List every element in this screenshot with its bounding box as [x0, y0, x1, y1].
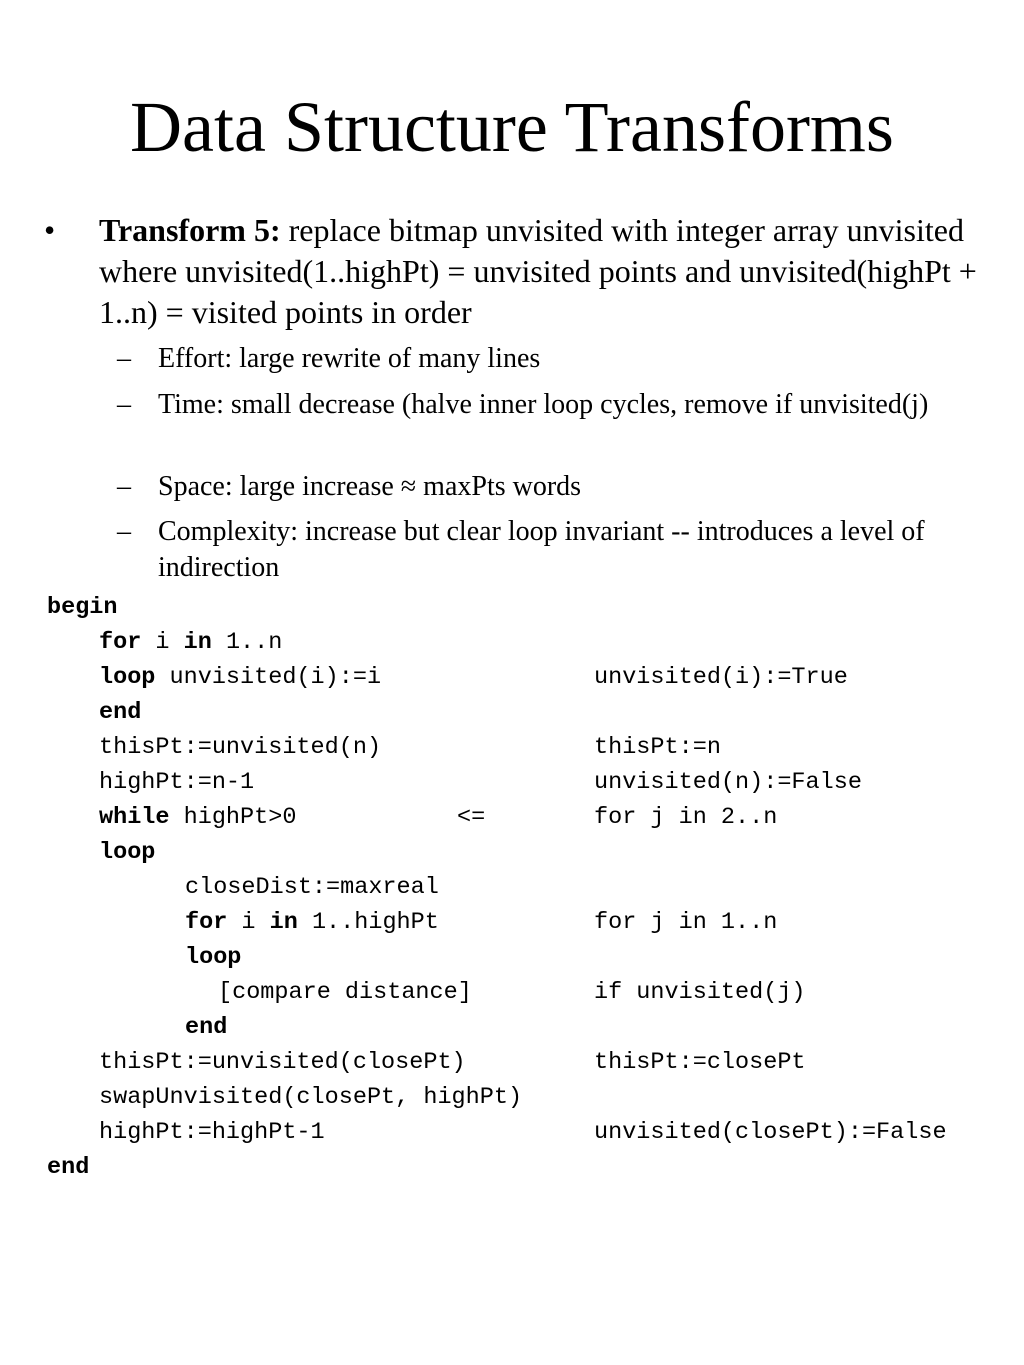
sub-item-text: Space: large increase ≈ maxPts words	[158, 471, 582, 502]
code-text: 1..n	[211, 629, 283, 656]
code-line-begin	[47, 593, 118, 623]
code-text: i	[227, 909, 270, 936]
code-line-final-end	[47, 1153, 89, 1183]
code-line-compare: [compare distance]	[218, 979, 472, 1006]
code-line-loop	[99, 838, 155, 868]
code-right-annotation: if unvisited(j)	[594, 979, 806, 1006]
slide-title: Data Structure Transforms	[130, 87, 894, 167]
keyword: while	[99, 804, 170, 831]
code-text: unvisited(i):=i	[155, 664, 382, 691]
keyword: in	[183, 629, 212, 656]
code-line-while	[99, 803, 296, 833]
code-line-loop-init	[99, 663, 381, 693]
keyword: in	[269, 909, 298, 936]
code-line-swap: swapUnvisited(closePt, highPt)	[99, 1084, 523, 1111]
code-text: highPt>0	[169, 804, 297, 831]
code-text: 1..highPt	[297, 909, 439, 936]
sub-dash: –	[117, 471, 131, 502]
sub-item-text: Effort: large rewrite of many lines	[158, 343, 541, 374]
bullet-label: Transform 5:	[99, 212, 281, 248]
code-line-thispt-close: thisPt:=unvisited(closePt)	[99, 1049, 466, 1076]
code-line-inner-end	[185, 1013, 227, 1043]
code-right-annotation: for j in 1..n	[594, 909, 778, 936]
keyword: loop	[185, 944, 242, 971]
keyword: loop	[99, 664, 156, 691]
code-right-annotation: unvisited(i):=True	[594, 664, 848, 691]
sub-dash: –	[117, 343, 131, 374]
code-arrow: <=	[457, 804, 486, 831]
bullet-marker: •	[44, 212, 56, 248]
keyword: end	[185, 1014, 228, 1041]
code-line-highpt: highPt:=n-1	[99, 769, 255, 796]
code-right-annotation: unvisited(n):=False	[594, 769, 862, 796]
code-right-annotation: thisPt:=closePt	[594, 1049, 806, 1076]
code-right-annotation: for j in 2..n	[594, 804, 778, 831]
bullet-text	[99, 210, 1014, 333]
code-line-end	[99, 698, 141, 728]
code-right-annotation: unvisited(closePt):=False	[594, 1119, 947, 1146]
keyword: for	[185, 909, 228, 936]
code-right-annotation: thisPt:=n	[594, 734, 721, 761]
sub-item-text: Time: small decrease (halve inner loop cycles, remove if unvisited(j)	[158, 389, 929, 420]
keyword: for	[99, 629, 142, 656]
code-text: i	[141, 629, 184, 656]
keyword: begin	[47, 594, 118, 621]
keyword: end	[47, 1154, 90, 1181]
code-line-closedist: closeDist:=maxreal	[185, 874, 439, 901]
code-line-inner-loop	[185, 943, 241, 973]
sub-dash: –	[117, 516, 131, 547]
bullet-body: replace bitmap unvisited with integer array unvisited where unvisited(1..highPt) = unvisited points and unvisited(highPt + 1..n) = visited points in order	[99, 212, 977, 330]
keyword: loop	[99, 839, 156, 866]
code-line-for	[99, 628, 282, 658]
sub-item-text: Complexity: increase but clear loop invariant -- introduces a level of indirection	[158, 516, 925, 583]
code-line-thispt: thisPt:=unvisited(n)	[99, 734, 382, 761]
code-line-decrement: highPt:=highPt-1	[99, 1119, 325, 1146]
sub-dash: –	[117, 389, 131, 420]
code-line-inner-for	[185, 908, 439, 938]
keyword: end	[99, 699, 142, 726]
